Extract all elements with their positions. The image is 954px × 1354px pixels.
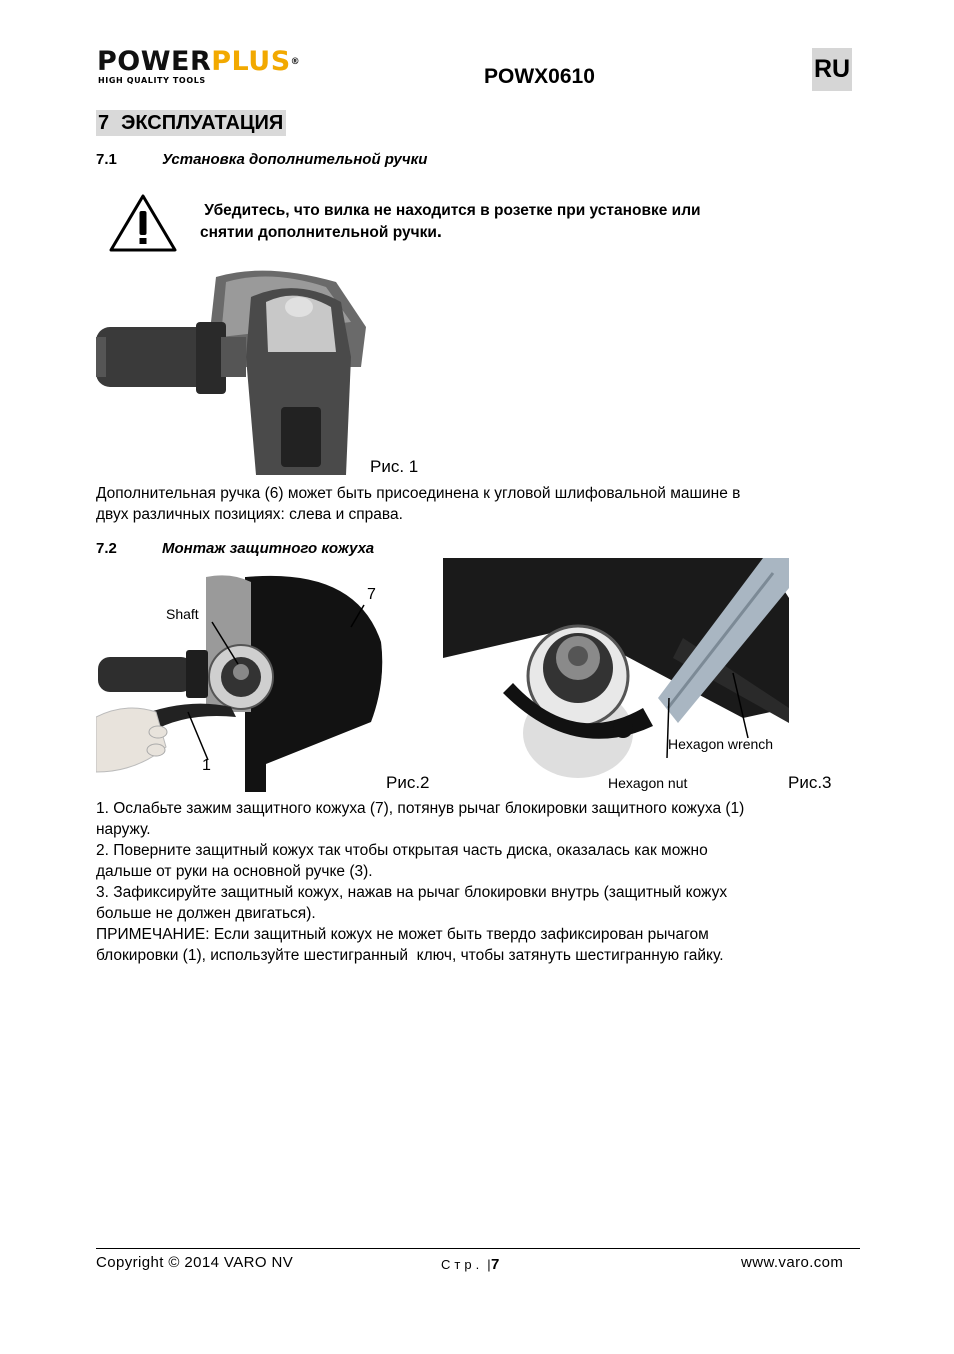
handle-description-line-2: двух различных позициях: слева и справа.: [96, 506, 403, 523]
step-line-5: 3. Зафиксируйте защитный кожух, нажав на рычаг блокировки внутрь (защитный кожух: [96, 884, 728, 901]
step-line-4: дальше от руки на основной ручке (3).: [96, 863, 373, 880]
figure-2-label-7: 7: [367, 586, 376, 603]
note-line-1: ПРИМЕЧАНИЕ: Если защитный кожух не может быть твердо зафиксирован рычагом: [96, 926, 709, 943]
step-line-6: больше не должен двигаться).: [96, 905, 316, 922]
figure-1-photo: [96, 267, 368, 475]
logo-word-power: POWER: [97, 46, 212, 77]
warning-line-1: Убедитесь, что вилка не находится в розетке при установке или: [200, 202, 701, 219]
step-line-1: 1. Ослабьте зажим защитного кожуха (7), потянув рычаг блокировки защитного кожуха (1): [96, 800, 745, 817]
footer-website: www.varo.com: [741, 1254, 844, 1271]
footer-copyright: Copyright © 2014 VARO NV: [96, 1254, 294, 1271]
figure-1-caption: Рис. 1: [370, 457, 419, 476]
footer-page-label: Стр.: [441, 1257, 484, 1272]
warning-period: .: [436, 221, 442, 241]
figure-3-caption: Рис.3: [788, 773, 832, 792]
subsection-number-7-1: 7.1: [96, 151, 117, 168]
figure-2-caption: Рис.2: [386, 773, 430, 792]
step-line-3: 2. Поверните защитный кожух так чтобы открытая часть диска, оказалась как можно: [96, 842, 708, 859]
footer-divider: [96, 1248, 860, 1249]
warning-message: [200, 200, 820, 243]
warning-line-2-wrap: [200, 221, 820, 243]
figure-3-photo: [443, 558, 789, 794]
language-badge: RU: [812, 48, 852, 91]
handle-description-line-1: Дополнительная ручка (6) может быть присоединена к угловой шлифовальной машине в: [96, 485, 741, 502]
figure-2-label-shaft: Shaft: [166, 606, 199, 622]
section-number: 7: [98, 112, 110, 134]
subsection-title-7-1: Установка дополнительной ручки: [162, 151, 428, 168]
subsection-title-7-2: Монтаж защитного кожуха: [162, 540, 375, 557]
footer-page-separator: |: [487, 1257, 491, 1272]
figure-3-label-wrench: Hexagon wrench: [668, 736, 774, 752]
handle-description: [96, 483, 876, 525]
figure-3-label-nut: Hexagon nut: [608, 775, 688, 791]
subsection-number-7-2: 7.2: [96, 540, 117, 557]
section-heading: [96, 110, 286, 136]
section-title: ЭКСПЛУАТАЦИЯ: [121, 112, 284, 134]
note-line-2: блокировки (1), используйте шестигранный ключ, чтобы затянуть шестигранную гайку.: [96, 947, 724, 964]
step-line-2: наружу.: [96, 821, 151, 838]
logo-registered-mark: ®: [290, 57, 301, 67]
model-number: POWX0610: [484, 65, 595, 88]
logo-tagline: HIGH QUALITY TOOLS: [98, 76, 206, 85]
guard-steps: [96, 798, 876, 966]
footer-page-number: 7: [490, 1256, 500, 1273]
warning-triangle-icon: [108, 193, 178, 253]
footer-page: [441, 1256, 500, 1273]
figure-2-label-1: 1: [202, 757, 211, 774]
warning-line-2: снятии дополнительной ручки: [200, 224, 437, 241]
logo-word-plus: PLUS: [211, 46, 291, 77]
brand-logo: [97, 48, 300, 76]
figure-2-photo: [96, 572, 386, 792]
